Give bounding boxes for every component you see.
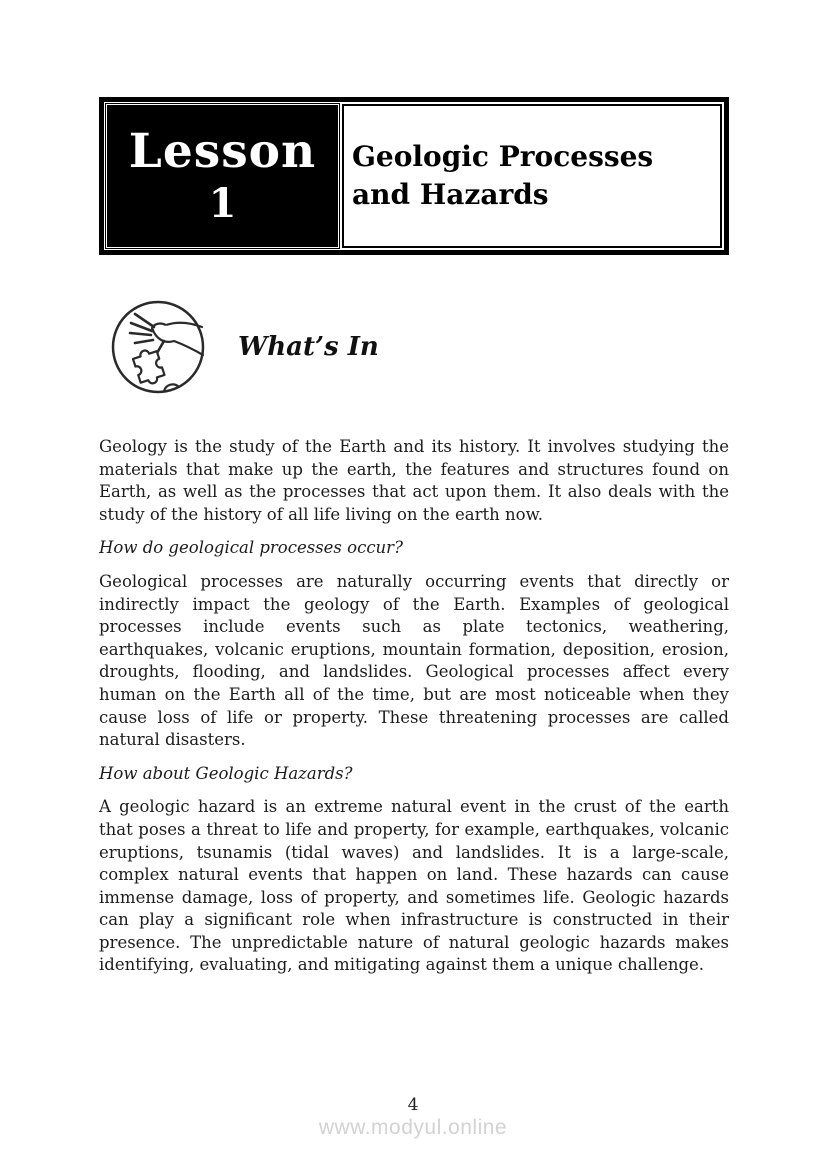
lesson-title: Geologic Processes and Hazards [352, 140, 654, 211]
whats-in-heading: What’s In [238, 332, 379, 362]
body-paragraph-geologic-hazards: A geologic hazard is an extreme natural event in the crust of the earth that poses a threat to life and property, for example, earthquakes, volcanic eruptions, tsunamis (tidal waves) and landslides. It is a large-scale, complex natural events that happen on land. These hazards can cause immense damage, loss of property, and sometimes life. Geologic hazards can play a significant role when infrastructure is constructed in their presence. The unpredictable nature of natural geologic hazards makes identifying, evaluating, and mitigating against them a unique challenge. [99, 797, 729, 975]
body-paragraph-geology-intro: Geology is the study of the Earth and its history. It involves studying the materials that make up the earth, the features and structures found on Earth, as well as the processes that act upon them. It also deals with the study of the history of all life living on the earth now. [99, 437, 729, 524]
question-geological-processes: How do geological processes occur? [99, 538, 403, 558]
whats-in-section-header [108, 297, 379, 403]
lesson-number-cell [106, 104, 339, 248]
lesson-title-cell [342, 104, 722, 248]
page-number: 4 [407, 1095, 419, 1115]
lesson-number: 1 [208, 179, 237, 227]
hand-placing-puzzle-piece-icon [108, 297, 208, 403]
watermark-url: www.modyul.online [318, 1116, 508, 1139]
lesson-banner [99, 97, 729, 255]
lesson-label: Lesson [128, 124, 317, 180]
question-geologic-hazards: How about Geologic Hazards? [99, 763, 353, 783]
lesson-body [99, 436, 729, 988]
body-paragraph-geological-processes: Geological processes are naturally occurring events that directly or indirectly impact the geology of the Earth. Examples of geological processes include events such as plate tectonics, weathering, earthquakes, volcanic eruptions, mountain formation, deposition, erosion, droughts, flooding, and landslides. Geological processes affect every human on the Earth all of the time, but are most noticeable when they cause loss of life or property. These threatening processes are called natural disasters. [99, 571, 729, 750]
